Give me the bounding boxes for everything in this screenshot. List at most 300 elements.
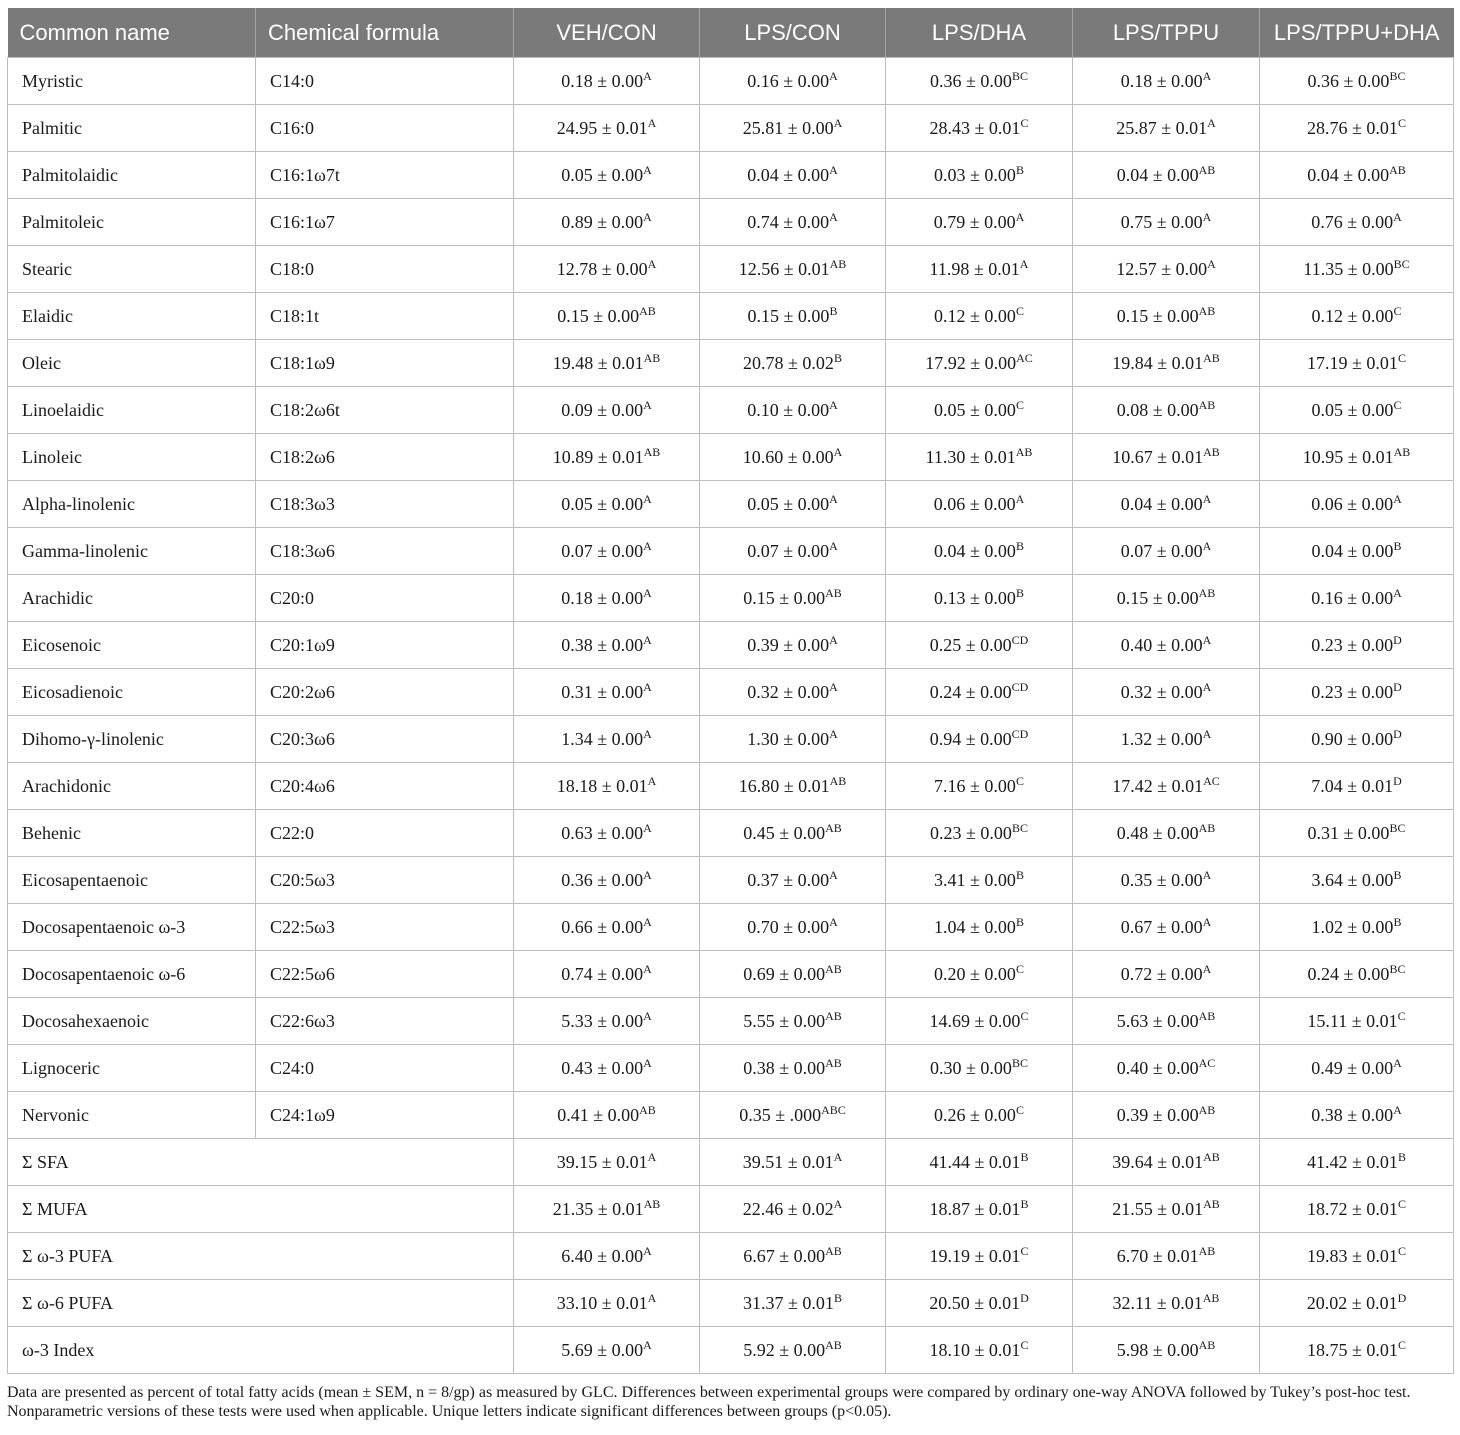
mean-sem-value: 12.56 ± 0.01: [738, 258, 830, 279]
significance-letter: A: [1393, 1102, 1402, 1117]
value-cell: [886, 716, 1073, 763]
significance-letter: A: [1202, 632, 1212, 647]
common-name-cell: Palmitic: [8, 105, 256, 152]
table-row: [8, 1186, 1454, 1233]
chemical-formula-cell: C14:0: [256, 58, 514, 105]
table-header: [8, 8, 1454, 58]
value-cell: [886, 1092, 1073, 1139]
significance-letter: A: [829, 397, 838, 412]
significance-letter: C: [1020, 115, 1029, 130]
significance-letter: BC: [1011, 820, 1028, 835]
common-name-cell: Myristic: [8, 58, 256, 105]
mean-sem-value: 0.39 ± 0.00: [1116, 1104, 1199, 1125]
significance-letter: AC: [1203, 773, 1220, 788]
significance-letter: AB: [1203, 1196, 1220, 1211]
table-row: [8, 1045, 1454, 1092]
table-row: [8, 528, 1454, 575]
mean-sem-value: 7.16 ± 0.00: [934, 775, 1016, 796]
chemical-formula-cell: C20:3ω6: [256, 716, 514, 763]
value-cell: [886, 622, 1073, 669]
significance-letter: A: [829, 68, 838, 83]
mean-sem-value: 0.75 ± 0.00: [1120, 211, 1203, 232]
significance-letter: B: [1393, 914, 1402, 929]
mean-sem-value: 19.83 ± 0.01: [1307, 1245, 1398, 1266]
significance-letter: A: [829, 679, 838, 694]
significance-letter: AB: [1203, 444, 1220, 459]
mean-sem-value: 0.94 ± 0.00: [929, 728, 1012, 749]
mean-sem-value: 0.40 ± 0.00: [1116, 1057, 1199, 1078]
value-cell: [700, 669, 886, 716]
value-cell: [514, 1186, 700, 1233]
table-row: [8, 1280, 1454, 1327]
common-name-cell: Palmitoleic: [8, 199, 256, 246]
significance-letter: A: [833, 444, 843, 459]
column-header: LPS/TPPU: [1073, 8, 1260, 58]
value-cell: [886, 1327, 1073, 1374]
value-cell: [1073, 152, 1260, 199]
value-cell: [700, 575, 886, 622]
value-cell: [1073, 340, 1260, 387]
significance-letter: D: [1393, 773, 1402, 788]
mean-sem-value: 6.67 ± 0.00: [743, 1245, 826, 1266]
value-cell: [700, 481, 886, 528]
value-cell: [886, 810, 1073, 857]
chemical-formula-cell: C22:0: [256, 810, 514, 857]
mean-sem-value: 0.08 ± 0.00: [1116, 399, 1199, 420]
mean-sem-value: 15.11 ± 0.01: [1307, 1010, 1398, 1031]
chemical-formula-cell: C18:3ω3: [256, 481, 514, 528]
value-cell: [1073, 1186, 1260, 1233]
significance-letter: A: [1019, 256, 1029, 271]
value-cell: [1073, 904, 1260, 951]
mean-sem-value: 0.05 ± 0.00: [934, 399, 1016, 420]
mean-sem-value: 25.87 ± 0.01: [1116, 117, 1208, 138]
significance-letter: AB: [825, 1008, 842, 1023]
common-name-cell: Linoelaidic: [8, 387, 256, 434]
mean-sem-value: 0.05 ± 0.00: [561, 493, 644, 514]
common-name-cell: Palmitolaidic: [8, 152, 256, 199]
significance-letter: AB: [1198, 397, 1216, 412]
value-cell: [1260, 951, 1454, 998]
significance-letter: C: [1397, 1337, 1406, 1352]
chemical-formula-cell: C20:0: [256, 575, 514, 622]
common-name-cell: Σ ω-3 PUFA: [8, 1233, 514, 1280]
significance-letter: A: [1393, 491, 1402, 506]
significance-letter: A: [643, 162, 652, 177]
mean-sem-value: 19.84 ± 0.01: [1112, 352, 1204, 373]
value-cell: [1260, 857, 1454, 904]
mean-sem-value: 17.42 ± 0.01: [1112, 775, 1204, 796]
mean-sem-value: 0.05 ± 0.00: [747, 493, 830, 514]
common-name-cell: Docosapentaenoic ω-3: [8, 904, 256, 951]
mean-sem-value: 41.42 ± 0.01: [1307, 1151, 1398, 1172]
significance-letter: D: [1393, 632, 1402, 647]
mean-sem-value: 0.26 ± 0.00: [934, 1104, 1016, 1125]
mean-sem-value: 0.13 ± 0.00: [934, 587, 1016, 608]
value-cell: [1260, 246, 1454, 293]
column-header: Chemical formula: [256, 8, 514, 58]
significance-letter: B: [833, 1290, 842, 1305]
significance-letter: AB: [825, 1055, 842, 1070]
mean-sem-value: 0.04 ± 0.00: [747, 164, 830, 185]
value-cell: [700, 293, 886, 340]
table-row: [8, 293, 1454, 340]
significance-letter: A: [1207, 115, 1216, 130]
mean-sem-value: 0.07 ± 0.00: [561, 540, 644, 561]
value-cell: [1260, 1233, 1454, 1280]
mean-sem-value: 0.38 ± 0.00: [1311, 1104, 1394, 1125]
mean-sem-value: 0.31 ± 0.00: [1307, 822, 1390, 843]
mean-sem-value: 0.04 ± 0.00: [1116, 164, 1199, 185]
value-cell: [1260, 152, 1454, 199]
value-cell: [886, 1045, 1073, 1092]
value-cell: [514, 293, 700, 340]
value-cell: [1260, 434, 1454, 481]
value-cell: [700, 528, 886, 575]
common-name-cell: Eicosenoic: [8, 622, 256, 669]
value-cell: [1073, 951, 1260, 998]
value-cell: [886, 904, 1073, 951]
value-cell: [1260, 763, 1454, 810]
chemical-formula-cell: C20:5ω3: [256, 857, 514, 904]
value-cell: [886, 481, 1073, 528]
mean-sem-value: 0.90 ± 0.00: [1311, 728, 1394, 749]
mean-sem-value: 1.30 ± 0.00: [747, 728, 830, 749]
common-name-cell: ω-3 Index: [8, 1327, 514, 1374]
value-cell: [700, 1045, 886, 1092]
value-cell: [700, 1327, 886, 1374]
significance-letter: A: [829, 491, 838, 506]
significance-letter: AB: [1198, 303, 1216, 318]
common-name-cell: Arachidonic: [8, 763, 256, 810]
common-name-cell: Σ ω-6 PUFA: [8, 1280, 514, 1327]
value-cell: [1260, 1186, 1454, 1233]
significance-letter: A: [643, 961, 652, 976]
mean-sem-value: 17.92 ± 0.00: [925, 352, 1017, 373]
chemical-formula-cell: C18:1t: [256, 293, 514, 340]
significance-letter: AB: [1203, 350, 1220, 365]
value-cell: [886, 434, 1073, 481]
chemical-formula-cell: C22:6ω3: [256, 998, 514, 1045]
value-cell: [1260, 575, 1454, 622]
significance-letter: A: [1202, 914, 1212, 929]
significance-letter: AB: [829, 773, 847, 788]
significance-letter: C: [1393, 397, 1402, 412]
value-cell: [514, 199, 700, 246]
significance-letter: C: [1015, 303, 1024, 318]
mean-sem-value: 5.63 ± 0.00: [1116, 1010, 1199, 1031]
value-cell: [886, 152, 1073, 199]
value-cell: [886, 763, 1073, 810]
value-cell: [1260, 105, 1454, 152]
mean-sem-value: 5.92 ± 0.00: [743, 1339, 826, 1360]
mean-sem-value: 28.43 ± 0.01: [929, 117, 1021, 138]
mean-sem-value: 19.48 ± 0.01: [552, 352, 644, 373]
significance-letter: A: [1393, 585, 1402, 600]
column-header: VEH/CON: [514, 8, 700, 58]
significance-letter: AB: [825, 1337, 842, 1352]
mean-sem-value: 33.10 ± 0.01: [556, 1292, 648, 1313]
significance-letter: C: [1015, 773, 1024, 788]
table-body: [8, 58, 1454, 1374]
significance-letter: A: [1393, 1055, 1402, 1070]
table-row: [8, 1092, 1454, 1139]
significance-letter: AB: [825, 1243, 842, 1258]
significance-letter: C: [1397, 350, 1406, 365]
mean-sem-value: 5.98 ± 0.00: [1116, 1339, 1199, 1360]
value-cell: [514, 998, 700, 1045]
mean-sem-value: 21.35 ± 0.01: [552, 1198, 644, 1219]
significance-letter: A: [1202, 68, 1212, 83]
value-cell: [1260, 998, 1454, 1045]
mean-sem-value: 0.69 ± 0.00: [743, 963, 826, 984]
common-name-cell: Dihomo-γ-linolenic: [8, 716, 256, 763]
table-row: [8, 199, 1454, 246]
significance-letter: A: [1202, 679, 1212, 694]
value-cell: [514, 1280, 700, 1327]
significance-letter: B: [1020, 1149, 1029, 1164]
value-cell: [1073, 1327, 1260, 1374]
mean-sem-value: 20.78 ± 0.02: [743, 352, 834, 373]
significance-letter: A: [643, 820, 652, 835]
mean-sem-value: 0.32 ± 0.00: [1120, 681, 1203, 702]
chemical-formula-cell: C18:1ω9: [256, 340, 514, 387]
significance-letter: B: [1015, 914, 1024, 929]
mean-sem-value: 0.06 ± 0.00: [933, 493, 1016, 514]
value-cell: [886, 1280, 1073, 1327]
chemical-formula-cell: C18:3ω6: [256, 528, 514, 575]
value-cell: [1260, 58, 1454, 105]
mean-sem-value: 0.12 ± 0.00: [934, 305, 1016, 326]
value-cell: [514, 105, 700, 152]
mean-sem-value: 39.51 ± 0.01: [742, 1151, 834, 1172]
mean-sem-value: 6.40 ± 0.00: [561, 1245, 644, 1266]
value-cell: [1073, 1280, 1260, 1327]
table-row: [8, 763, 1454, 810]
significance-letter: A: [643, 632, 652, 647]
value-cell: [886, 951, 1073, 998]
significance-letter: AB: [1202, 1290, 1220, 1305]
mean-sem-value: 0.35 ± .000: [739, 1104, 822, 1125]
mean-sem-value: 0.74 ± 0.00: [747, 211, 830, 232]
value-cell: [1260, 1280, 1454, 1327]
significance-letter: D: [1397, 1290, 1407, 1305]
mean-sem-value: 0.48 ± 0.00: [1116, 822, 1199, 843]
mean-sem-value: 10.95 ± 0.01: [1302, 446, 1394, 467]
mean-sem-value: 1.04 ± 0.00: [934, 916, 1016, 937]
significance-letter: AC: [1198, 1055, 1216, 1070]
mean-sem-value: 0.30 ± 0.00: [930, 1057, 1012, 1078]
mean-sem-value: 0.38 ± 0.00: [561, 634, 644, 655]
significance-letter: AB: [639, 303, 656, 318]
value-cell: [700, 246, 886, 293]
value-cell: [1260, 622, 1454, 669]
mean-sem-value: 0.49 ± 0.00: [1311, 1057, 1394, 1078]
value-cell: [1073, 763, 1260, 810]
significance-letter: C: [1397, 1243, 1406, 1258]
common-name-cell: Eicosapentaenoic: [8, 857, 256, 904]
value-cell: [1260, 1327, 1454, 1374]
common-name-cell: Docosahexaenoic: [8, 998, 256, 1045]
significance-letter: AB: [1389, 162, 1406, 177]
mean-sem-value: 5.55 ± 0.00: [743, 1010, 826, 1031]
significance-letter: A: [1207, 256, 1216, 271]
significance-letter: AB: [643, 444, 661, 459]
mean-sem-value: 0.25 ± 0.00: [929, 634, 1012, 655]
value-cell: [514, 481, 700, 528]
mean-sem-value: 17.19 ± 0.01: [1307, 352, 1398, 373]
significance-letter: BC: [1011, 1055, 1028, 1070]
common-name-cell: Eicosadienoic: [8, 669, 256, 716]
table-row: [8, 622, 1454, 669]
mean-sem-value: 10.67 ± 0.01: [1112, 446, 1204, 467]
value-cell: [886, 105, 1073, 152]
value-cell: [514, 1327, 700, 1374]
mean-sem-value: 0.36 ± 0.00: [1307, 70, 1390, 91]
value-cell: [514, 340, 700, 387]
significance-letter: AB: [825, 961, 842, 976]
mean-sem-value: 24.95 ± 0.01: [556, 117, 648, 138]
mean-sem-value: 0.39 ± 0.00: [747, 634, 830, 655]
mean-sem-value: 0.32 ± 0.00: [747, 681, 830, 702]
mean-sem-value: 0.35 ± 0.00: [1120, 869, 1203, 890]
mean-sem-value: 10.60 ± 0.00: [742, 446, 834, 467]
mean-sem-value: 16.80 ± 0.01: [738, 775, 830, 796]
value-cell: [700, 199, 886, 246]
significance-letter: AB: [1198, 1008, 1216, 1023]
significance-letter: C: [1020, 1337, 1029, 1352]
value-cell: [886, 1139, 1073, 1186]
mean-sem-value: 39.15 ± 0.01: [556, 1151, 648, 1172]
value-cell: [1260, 716, 1454, 763]
significance-letter: B: [1015, 162, 1024, 177]
table-row: [8, 716, 1454, 763]
significance-letter: AB: [643, 1196, 661, 1211]
fatty-acid-table: [7, 8, 1454, 1374]
significance-letter: AB: [1393, 444, 1411, 459]
mean-sem-value: 12.57 ± 0.00: [1116, 258, 1208, 279]
mean-sem-value: 3.64 ± 0.00: [1311, 869, 1394, 890]
table-row: [8, 810, 1454, 857]
significance-letter: A: [643, 209, 652, 224]
significance-letter: AB: [1198, 1337, 1216, 1352]
significance-letter: A: [647, 1290, 657, 1305]
value-cell: [514, 951, 700, 998]
significance-letter: B: [1393, 538, 1402, 553]
value-cell: [1260, 293, 1454, 340]
value-cell: [1073, 528, 1260, 575]
table-row: [8, 481, 1454, 528]
significance-letter: C: [1393, 303, 1402, 318]
value-cell: [700, 1092, 886, 1139]
significance-letter: AB: [825, 820, 842, 835]
value-cell: [1073, 293, 1260, 340]
mean-sem-value: 0.40 ± 0.00: [1120, 634, 1203, 655]
mean-sem-value: 0.18 ± 0.00: [1120, 70, 1203, 91]
table-row: [8, 246, 1454, 293]
value-cell: [1260, 528, 1454, 575]
mean-sem-value: 14.69 ± 0.00: [929, 1010, 1021, 1031]
significance-letter: A: [1202, 538, 1212, 553]
significance-letter: A: [643, 679, 652, 694]
mean-sem-value: 0.41 ± 0.00: [557, 1104, 640, 1125]
mean-sem-value: 0.15 ± 0.00: [747, 305, 830, 326]
value-cell: [1073, 58, 1260, 105]
value-cell: [1260, 387, 1454, 434]
mean-sem-value: 1.34 ± 0.00: [561, 728, 644, 749]
chemical-formula-cell: C16:1ω7: [256, 199, 514, 246]
value-cell: [514, 152, 700, 199]
value-cell: [700, 998, 886, 1045]
table-row: [8, 575, 1454, 622]
mean-sem-value: 0.18 ± 0.00: [561, 70, 644, 91]
value-cell: [1073, 1233, 1260, 1280]
table-footnote: Data are presented as percent of total fatty acids (mean ± SEM, n = 8/gp) as measured by GLC. Differences between experimental groups were compared by ordinary one-way ANOVA followed by Tukey’s post-hoc test. Nonparametric versions of these tests were used when applicable. Unique letters indicate significant differences between groups (p<0.05).: [7, 1384, 1411, 1420]
significance-letter: A: [643, 726, 652, 741]
value-cell: [1073, 199, 1260, 246]
significance-letter: AB: [825, 585, 842, 600]
mean-sem-value: 0.72 ± 0.00: [1120, 963, 1203, 984]
mean-sem-value: 11.30 ± 0.01: [925, 446, 1016, 467]
mean-sem-value: 10.89 ± 0.01: [552, 446, 644, 467]
significance-letter: AB: [1198, 820, 1216, 835]
value-cell: [1073, 246, 1260, 293]
significance-letter: A: [643, 585, 652, 600]
common-name-cell: Oleic: [8, 340, 256, 387]
significance-letter: A: [647, 115, 657, 130]
value-cell: [1260, 199, 1454, 246]
value-cell: [514, 622, 700, 669]
significance-letter: A: [829, 914, 838, 929]
chemical-formula-cell: C22:5ω6: [256, 951, 514, 998]
mean-sem-value: 0.24 ± 0.00: [929, 681, 1012, 702]
value-cell: [1073, 810, 1260, 857]
chemical-formula-cell: C24:1ω9: [256, 1092, 514, 1139]
significance-letter: C: [1015, 1102, 1024, 1117]
mean-sem-value: 0.04 ± 0.00: [1120, 493, 1203, 514]
value-cell: [886, 528, 1073, 575]
value-cell: [700, 434, 886, 481]
table-row: [8, 434, 1454, 481]
value-cell: [514, 669, 700, 716]
column-header: LPS/DHA: [886, 8, 1073, 58]
significance-letter: B: [1015, 867, 1024, 882]
mean-sem-value: 0.31 ± 0.00: [561, 681, 644, 702]
mean-sem-value: 25.81 ± 0.00: [742, 117, 834, 138]
mean-sem-value: 0.05 ± 0.00: [1311, 399, 1394, 420]
mean-sem-value: 0.12 ± 0.00: [1311, 305, 1394, 326]
significance-letter: A: [643, 1243, 652, 1258]
value-cell: [514, 387, 700, 434]
significance-letter: A: [643, 397, 652, 412]
value-cell: [700, 1139, 886, 1186]
mean-sem-value: 0.09 ± 0.00: [561, 399, 644, 420]
chemical-formula-cell: C16:0: [256, 105, 514, 152]
table-row: [8, 387, 1454, 434]
significance-letter: B: [1015, 538, 1024, 553]
significance-letter: B: [1020, 1196, 1029, 1211]
common-name-cell: Lignoceric: [8, 1045, 256, 1092]
significance-letter: BC: [1389, 68, 1406, 83]
significance-letter: A: [1202, 961, 1212, 976]
value-cell: [700, 1186, 886, 1233]
mean-sem-value: 0.66 ± 0.00: [561, 916, 644, 937]
value-cell: [1073, 1092, 1260, 1139]
header-row: [8, 8, 1454, 58]
value-cell: [514, 58, 700, 105]
value-cell: [700, 105, 886, 152]
table-row: [8, 105, 1454, 152]
